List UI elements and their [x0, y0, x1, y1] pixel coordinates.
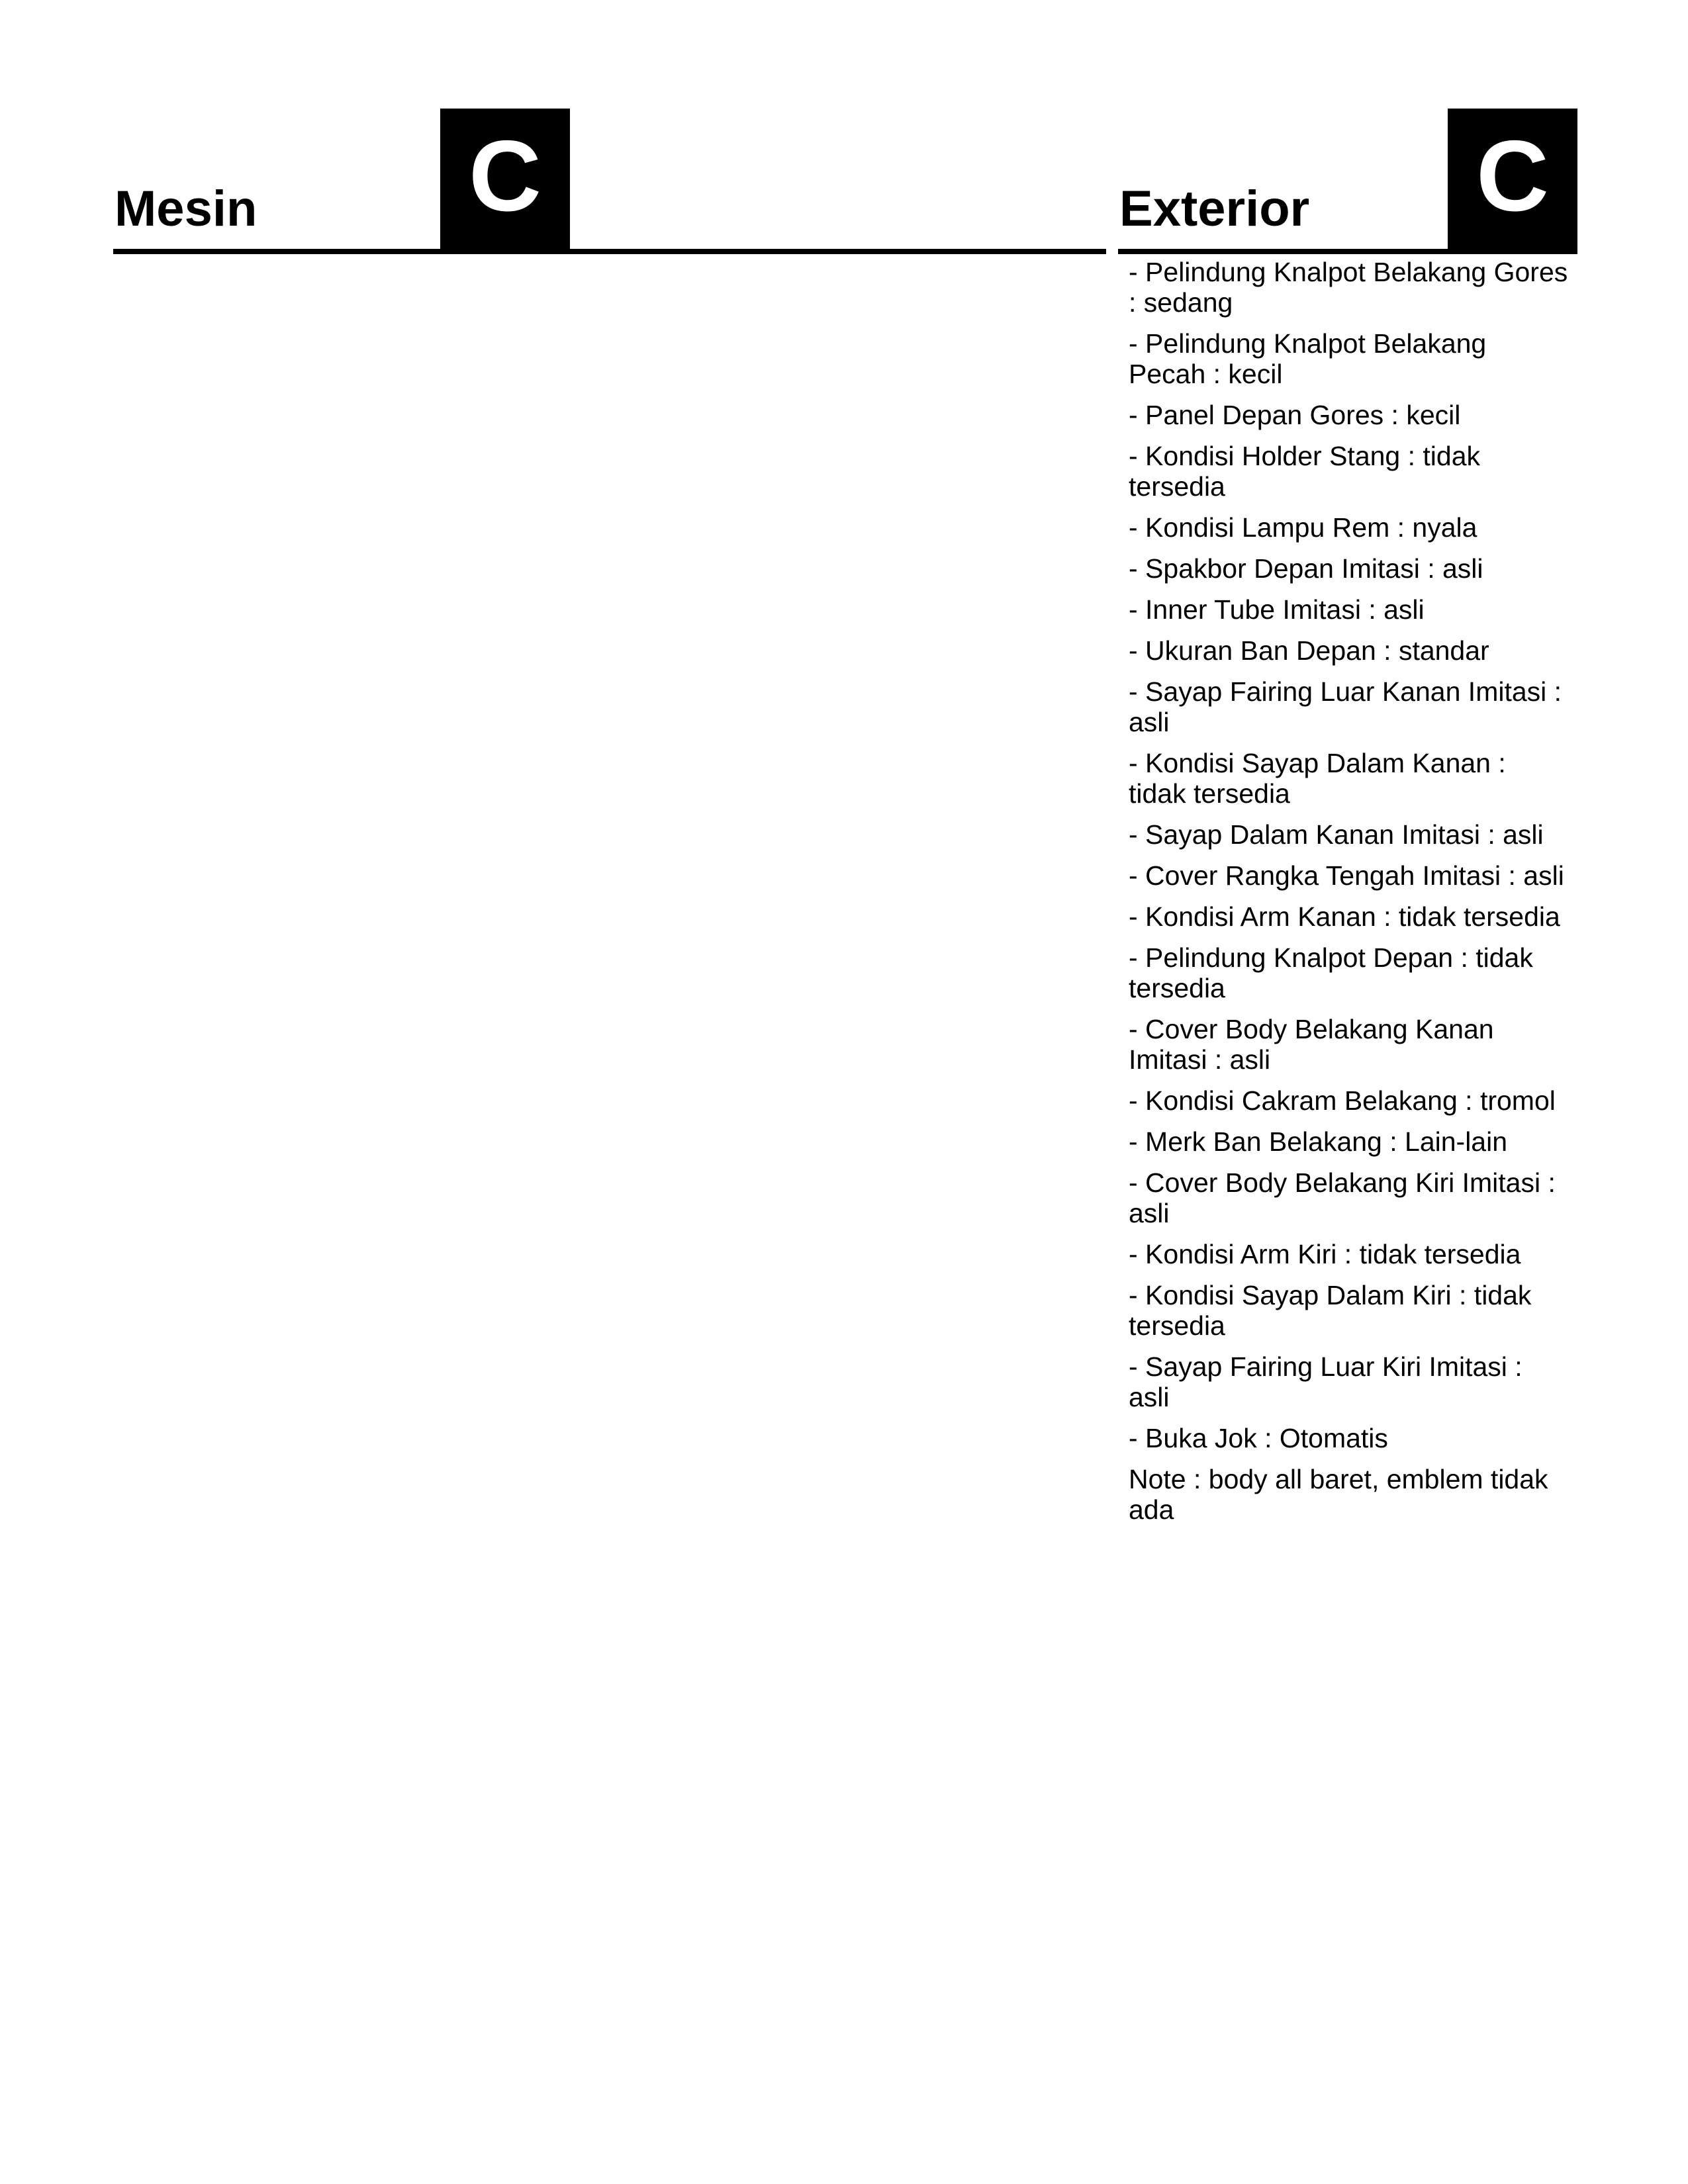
exterior-inspection-item: - Kondisi Sayap Dalam Kiri : tidak tersedia [1129, 1280, 1532, 1341]
exterior-inspection-item: - Inner Tube Imitasi : asli [1129, 594, 1425, 625]
exterior-inspection-item: - Kondisi Arm Kiri : tidak tersedia [1129, 1239, 1521, 1269]
exterior-inspection-item: - Panel Depan Gores : kecil [1129, 400, 1461, 430]
exterior-inspection-item: - Sayap Dalam Kanan Imitasi : asli [1129, 819, 1544, 850]
exterior-header [1118, 109, 1577, 254]
exterior-item-list [1129, 257, 1568, 1535]
mesin-grade-badge: C [440, 109, 570, 249]
exterior-title: Exterior [1119, 181, 1310, 237]
exterior-inspection-item: - Cover Body Belakang Kiri Imitasi : asli [1129, 1167, 1556, 1228]
mesin-section [113, 109, 1106, 254]
mesin-header [113, 109, 1106, 254]
exterior-inspection-item: - Kondisi Arm Kanan : tidak tersedia [1129, 901, 1560, 932]
exterior-inspection-item: - Merk Ban Belakang : Lain-lain [1129, 1126, 1508, 1157]
exterior-inspection-item: - Pelindung Knalpot Belakang Gores : sedang [1129, 257, 1568, 318]
exterior-section [1118, 109, 1577, 1525]
exterior-inspection-item: - Pelindung Knalpot Belakang Pecah : kecil [1129, 328, 1487, 389]
exterior-inspection-item: Note : body all baret, emblem tidak ada [1129, 1464, 1548, 1525]
exterior-inspection-item: - Kondisi Holder Stang : tidak tersedia [1129, 441, 1480, 502]
exterior-inspection-item: - Pelindung Knalpot Depan : tidak tersedia [1129, 942, 1533, 1003]
exterior-inspection-item: - Sayap Fairing Luar Kanan Imitasi : asli [1129, 676, 1562, 737]
exterior-inspection-item: - Cover Rangka Tengah Imitasi : asli [1129, 860, 1564, 891]
mesin-title: Mesin [115, 181, 258, 237]
exterior-inspection-item: - Ukuran Ban Depan : standar [1129, 635, 1489, 666]
exterior-inspection-item: - Kondisi Sayap Dalam Kanan : tidak tersedia [1129, 748, 1506, 809]
exterior-inspection-item: - Sayap Fairing Luar Kiri Imitasi : asli [1129, 1351, 1523, 1412]
exterior-inspection-item: - Kondisi Lampu Rem : nyala [1129, 512, 1477, 543]
exterior-inspection-item: - Buka Jok : Otomatis [1129, 1423, 1388, 1453]
exterior-inspection-item: - Cover Body Belakang Kanan Imitasi : asli [1129, 1014, 1494, 1075]
exterior-inspection-item: - Kondisi Cakram Belakang : tromol [1129, 1085, 1556, 1116]
exterior-inspection-item: - Spakbor Depan Imitasi : asli [1129, 553, 1483, 584]
exterior-grade-badge: C [1448, 109, 1577, 249]
